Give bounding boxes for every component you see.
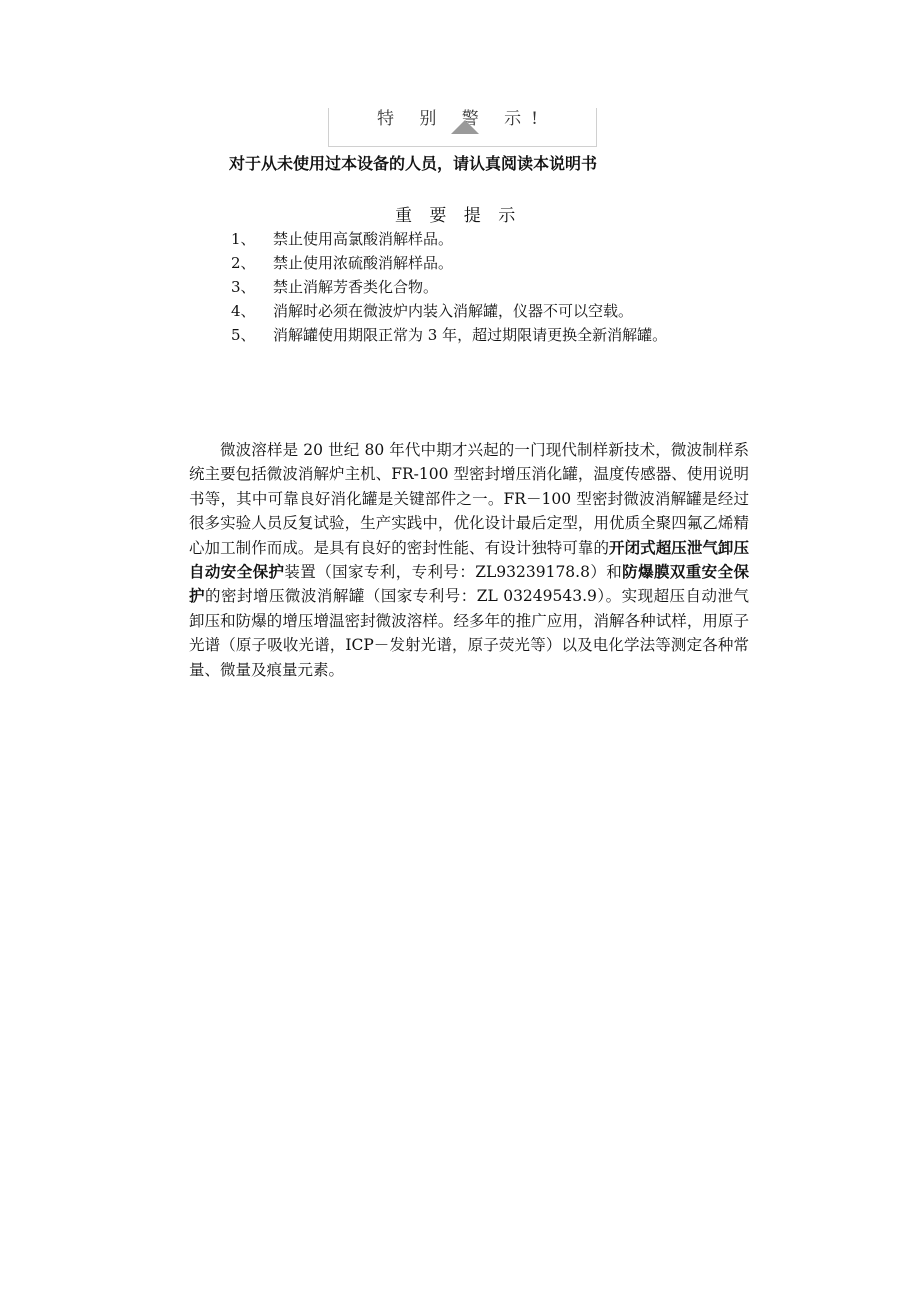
warning-banner [328,108,597,147]
list-item [231,251,667,275]
intro-bold-text: 开闭式超压泄气卸压自动安全保护 [189,537,749,582]
list-item [231,275,667,299]
tip-number: 4、 [231,302,256,320]
tips-heading: 重 要 提 示 [395,206,522,226]
intro-bold-text: 防爆膜双重安全保护 [189,562,749,606]
intro-paragraph [189,438,749,682]
intro-text: 的密封增压微波消解罐（国家专利号：ZL 03249543.9）。实现超压自动泄气卸压和防爆的增压增温密封微波溶样。经多年的推广应用，消解各种试样，用原子光谱（原子吸收光谱，ICP－发射光谱，原子荧光等）以及电化学法等测定各种常量、微量及痕量元素。 [189,587,749,679]
intro-text: 装置（国家专利，专利号：ZL93239178.8）和 [284,563,623,582]
warning-triangle-icon [451,120,479,134]
list-item [231,227,667,251]
tip-text: 禁止消解芳香类化合物。 [273,278,439,296]
tip-text: 禁止使用高氯酸消解样品。 [273,230,454,248]
intro-text: 微波溶样是 20 世纪 80 年代中期才兴起的一门现代制样新技术，微波制样系统主要包括微波消解炉主机、FR-100 型密封增压消化罐，温度传感器、使用说明书等，其中可靠良好消化罐是关键部件之一。FR－100 型密封微波消解罐是经过很多实验人员反复试验，生产实践中，优化设计最后定型，用优质全聚四氟乙烯精心加工制作而成。是具有良好的密封性能、有设计独特可靠的 [189,441,749,557]
list-item [231,299,667,323]
tip-number: 5、 [231,326,256,344]
tip-text: 消解罐使用期限正常为 3 年，超过期限请更换全新消解罐。 [273,326,668,344]
tip-number: 2、 [231,254,256,272]
tip-number: 1、 [231,230,256,248]
tip-text: 禁止使用浓硫酸消解样品。 [273,254,454,272]
warning-title: 特 别 警 示! [376,109,549,129]
tips-list [231,227,667,347]
read-manual-notice: 对于从未使用过本设备的人员，请认真阅读本说明书 [229,154,598,173]
tip-text: 消解时必须在微波炉内装入消解罐，仪器不可以空载。 [273,302,634,320]
tip-number: 3、 [231,278,256,296]
list-item [231,323,667,347]
